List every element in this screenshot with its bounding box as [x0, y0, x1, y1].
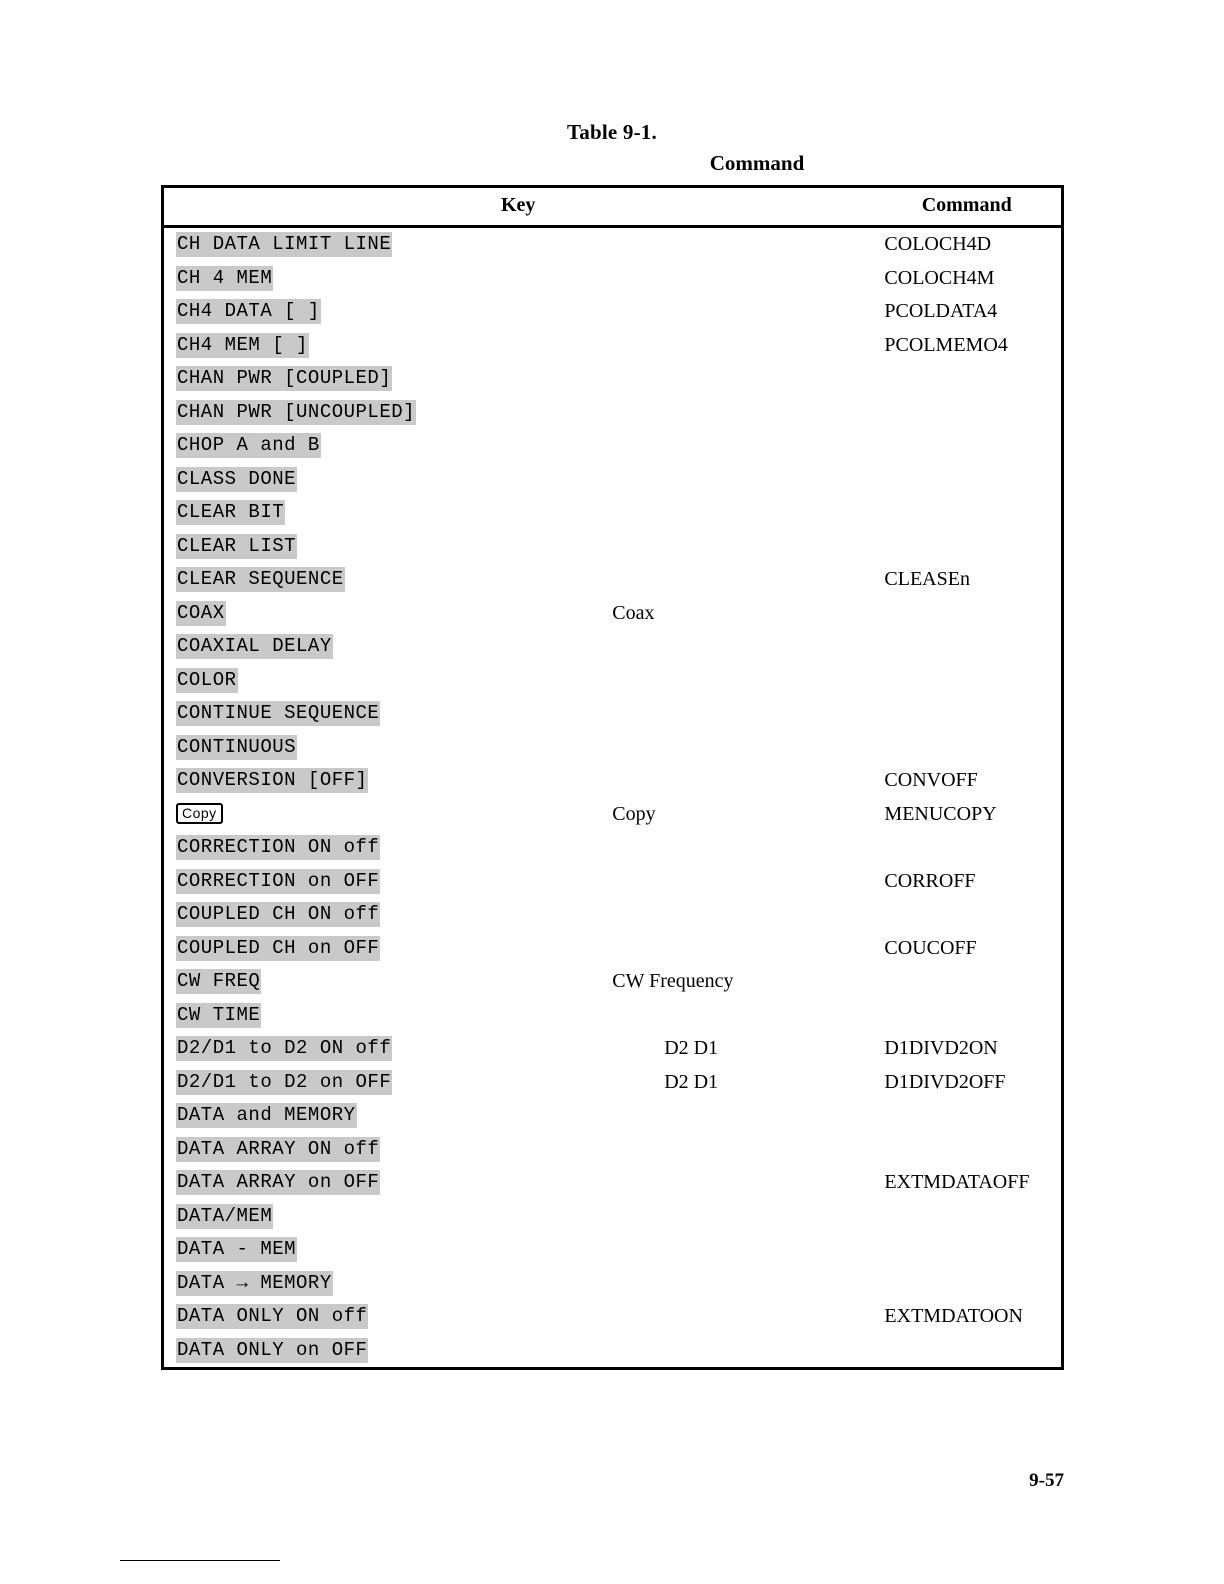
command-cell: MENUCOPY [884, 802, 997, 825]
command-cell [872, 664, 1062, 698]
key-cell [163, 965, 455, 999]
table-row [163, 1099, 1063, 1133]
table-title: Table 9-1. [567, 120, 657, 144]
description-cell [454, 262, 872, 296]
description-cell [454, 764, 872, 798]
softkey-label: CH DATA LIMIT LINE [177, 233, 392, 255]
command-cell [872, 362, 1062, 396]
key-cell [163, 1099, 455, 1133]
softkey-label: D2/D1 to D2 ON off [177, 1037, 392, 1059]
table-row [163, 999, 1063, 1033]
softkey-label: CHOP A and B [177, 434, 320, 456]
key-cell [163, 630, 455, 664]
command-cell [872, 898, 1062, 932]
key-cell [163, 1300, 455, 1334]
command-cell [872, 429, 1062, 463]
command-cell [872, 496, 1062, 530]
command-cell [872, 1200, 1062, 1234]
key-cell [163, 865, 455, 899]
table-row [163, 965, 1063, 999]
command-cell [872, 597, 1062, 631]
key-cell [163, 530, 455, 564]
command-cell: PCOLMEMO4 [884, 333, 1008, 356]
command-cell: PCOLDATA4 [884, 300, 998, 322]
command-cell: EXTMDATOON [884, 1305, 1023, 1327]
key-cell [163, 597, 455, 631]
key-cell [163, 1166, 455, 1200]
command-cell [872, 965, 1062, 999]
description-cell [454, 563, 872, 597]
description-cell [454, 932, 872, 966]
softkey-label: CONTINUE SEQUENCE [177, 702, 380, 724]
table-row [163, 697, 1063, 731]
table-row [163, 664, 1063, 698]
description-cell [454, 329, 872, 363]
key-cell [163, 1233, 455, 1267]
description-cell [454, 1200, 872, 1234]
description-cell [454, 1233, 872, 1267]
description-cell [454, 530, 872, 564]
command-cell [872, 1334, 1062, 1369]
softkey-label: CORRECTION on OFF [177, 869, 380, 892]
softkey-label: CONTINUOUS [177, 735, 297, 758]
description-cell [454, 831, 872, 865]
description-cell [454, 429, 872, 463]
table-row [163, 329, 1063, 363]
table-row [163, 831, 1063, 865]
softkey-label: CHAN PWR [COUPLED] [177, 367, 392, 389]
command-cell [872, 1133, 1062, 1167]
key-cell [163, 1267, 455, 1301]
key-cell [163, 496, 455, 530]
key-cell [163, 295, 455, 329]
command-cell: COUCOFF [884, 936, 977, 959]
key-cell [163, 898, 455, 932]
description-cell [454, 1099, 872, 1133]
key-cell [163, 1066, 455, 1100]
key-cell [163, 463, 455, 497]
softkey-label: CORRECTION ON off [177, 836, 380, 858]
command-cell [872, 831, 1062, 865]
table-row [163, 463, 1063, 497]
table-header-row [163, 187, 1063, 227]
softkey-label: CW TIME [177, 1003, 261, 1026]
command-cell: CORROFF [884, 869, 976, 892]
softkey-label: COAXIAL DELAY [177, 635, 332, 657]
table-row [163, 1200, 1063, 1234]
description-cell [454, 1166, 872, 1200]
key-command-table [161, 185, 1064, 1370]
description-cell [454, 1133, 872, 1167]
description-cell [454, 496, 872, 530]
command-cell [872, 1233, 1062, 1267]
key-cell [163, 362, 455, 396]
description-cell [454, 697, 872, 731]
table-row [163, 1267, 1063, 1301]
command-cell [872, 999, 1062, 1033]
key-cell [163, 227, 455, 262]
softkey-label: DATA ONLY on OFF [177, 1338, 368, 1361]
description-cell: D2 D1 [664, 1070, 719, 1093]
description-cell [454, 1267, 872, 1301]
softkey-label: CHAN PWR [UNCOUPLED] [177, 400, 416, 423]
key-cell [163, 1334, 455, 1369]
softkey-label: DATA → MEMORY [177, 1271, 332, 1294]
command-cell [872, 396, 1062, 430]
table-subtitle: Command [709, 151, 805, 175]
table-row [163, 1133, 1063, 1167]
key-cell [163, 798, 455, 832]
softkey-label: DATA ONLY ON off [177, 1305, 368, 1327]
command-cell [872, 1267, 1062, 1301]
table-row [163, 865, 1063, 899]
description-cell: D2 D1 [664, 1037, 719, 1059]
key-cell [163, 262, 455, 296]
command-cell [872, 530, 1062, 564]
command-cell: D1DIVD2ON [884, 1037, 998, 1059]
description-cell [454, 295, 872, 329]
description-cell [454, 664, 872, 698]
key-cell [163, 999, 455, 1033]
key-cell [163, 932, 455, 966]
key-cell [163, 764, 455, 798]
key-cell [163, 1032, 455, 1066]
table-row [163, 496, 1063, 530]
description-cell [454, 1334, 872, 1369]
table-row [163, 429, 1063, 463]
description-cell [454, 999, 872, 1033]
softkey-label: DATA ARRAY on OFF [177, 1171, 380, 1193]
softkey-label: CLASS DONE [177, 467, 297, 490]
description-cell [454, 1300, 872, 1334]
description-cell [454, 731, 872, 765]
command-cell [872, 1099, 1062, 1133]
table-row [163, 262, 1063, 296]
table-row [163, 764, 1063, 798]
softkey-label: CLEAR LIST [177, 534, 297, 557]
table-row [163, 362, 1063, 396]
softkey-label: D2/D1 to D2 on OFF [177, 1070, 392, 1093]
softkey-label: CH 4 MEM [177, 266, 273, 289]
command-cell [872, 463, 1062, 497]
table-row [163, 1300, 1063, 1334]
command-cell: COLOCH4D [884, 233, 992, 255]
description-cell [454, 865, 872, 899]
table-row [163, 597, 1063, 631]
description-cell [454, 396, 872, 430]
table-row [163, 932, 1063, 966]
command-cell [872, 630, 1062, 664]
softkey-label: COAX [177, 601, 225, 624]
command-cell: D1DIVD2OFF [884, 1070, 1006, 1093]
key-cell [163, 329, 455, 363]
command-cell [872, 697, 1062, 731]
table-row [163, 227, 1063, 262]
page-number: 9-57 [1029, 1470, 1064, 1491]
table-row [163, 396, 1063, 430]
key-cell [163, 429, 455, 463]
key-cell [163, 563, 455, 597]
table-row [163, 630, 1063, 664]
key-cell [163, 664, 455, 698]
softkey-label: COUPLED CH ON off [177, 903, 380, 925]
softkey-label: CW FREQ [177, 970, 261, 992]
description-cell [454, 630, 872, 664]
description-cell: Copy [612, 802, 656, 825]
softkey-label: DATA - MEM [177, 1238, 297, 1260]
command-cell [872, 731, 1062, 765]
softkey-label: DATA and MEMORY [177, 1104, 356, 1126]
table-row [163, 1032, 1063, 1066]
key-cell [163, 1200, 455, 1234]
description-cell [454, 898, 872, 932]
hardkey-label: Copy [176, 803, 223, 824]
softkey-label: COUPLED CH on OFF [177, 936, 380, 959]
table-row [163, 295, 1063, 329]
key-cell [163, 831, 455, 865]
command-cell: COLOCH4M [884, 266, 995, 289]
softkey-label: COLOR [177, 668, 237, 691]
table-header [163, 187, 1063, 227]
table-row [163, 1066, 1063, 1100]
table-row [163, 530, 1063, 564]
softkey-label: CH4 MEM [ ] [177, 333, 308, 356]
column-header-command: Command [872, 187, 1062, 227]
description-cell [454, 227, 872, 262]
description-cell: CW Frequency [612, 970, 734, 992]
softkey-label: CLEAR BIT [177, 501, 285, 523]
table-row [163, 1166, 1063, 1200]
footer-rule [120, 1560, 280, 1561]
table-row [163, 1233, 1063, 1267]
description-cell [454, 463, 872, 497]
command-cell: CLEASEn [884, 568, 970, 590]
softkey-label: DATA ARRAY ON off [177, 1137, 380, 1160]
softkey-label: CH4 DATA [ ] [177, 300, 320, 322]
command-cell: CONVOFF [884, 769, 978, 791]
softkey-label: CONVERSION [OFF] [177, 769, 368, 791]
column-header-key: Key [163, 187, 873, 227]
table-row [163, 798, 1063, 832]
key-cell [163, 731, 455, 765]
description-cell: Coax [612, 601, 655, 624]
description-cell [454, 362, 872, 396]
key-cell [163, 697, 455, 731]
table-body [163, 227, 1063, 1369]
key-cell [163, 1133, 455, 1167]
command-cell: EXTMDATAOFF [884, 1171, 1030, 1193]
table-row [163, 563, 1063, 597]
softkey-label: DATA/MEM [177, 1204, 273, 1227]
softkey-label: CLEAR SEQUENCE [177, 568, 344, 590]
key-cell [163, 396, 455, 430]
table-row [163, 898, 1063, 932]
table-row [163, 731, 1063, 765]
table-row [163, 1334, 1063, 1369]
